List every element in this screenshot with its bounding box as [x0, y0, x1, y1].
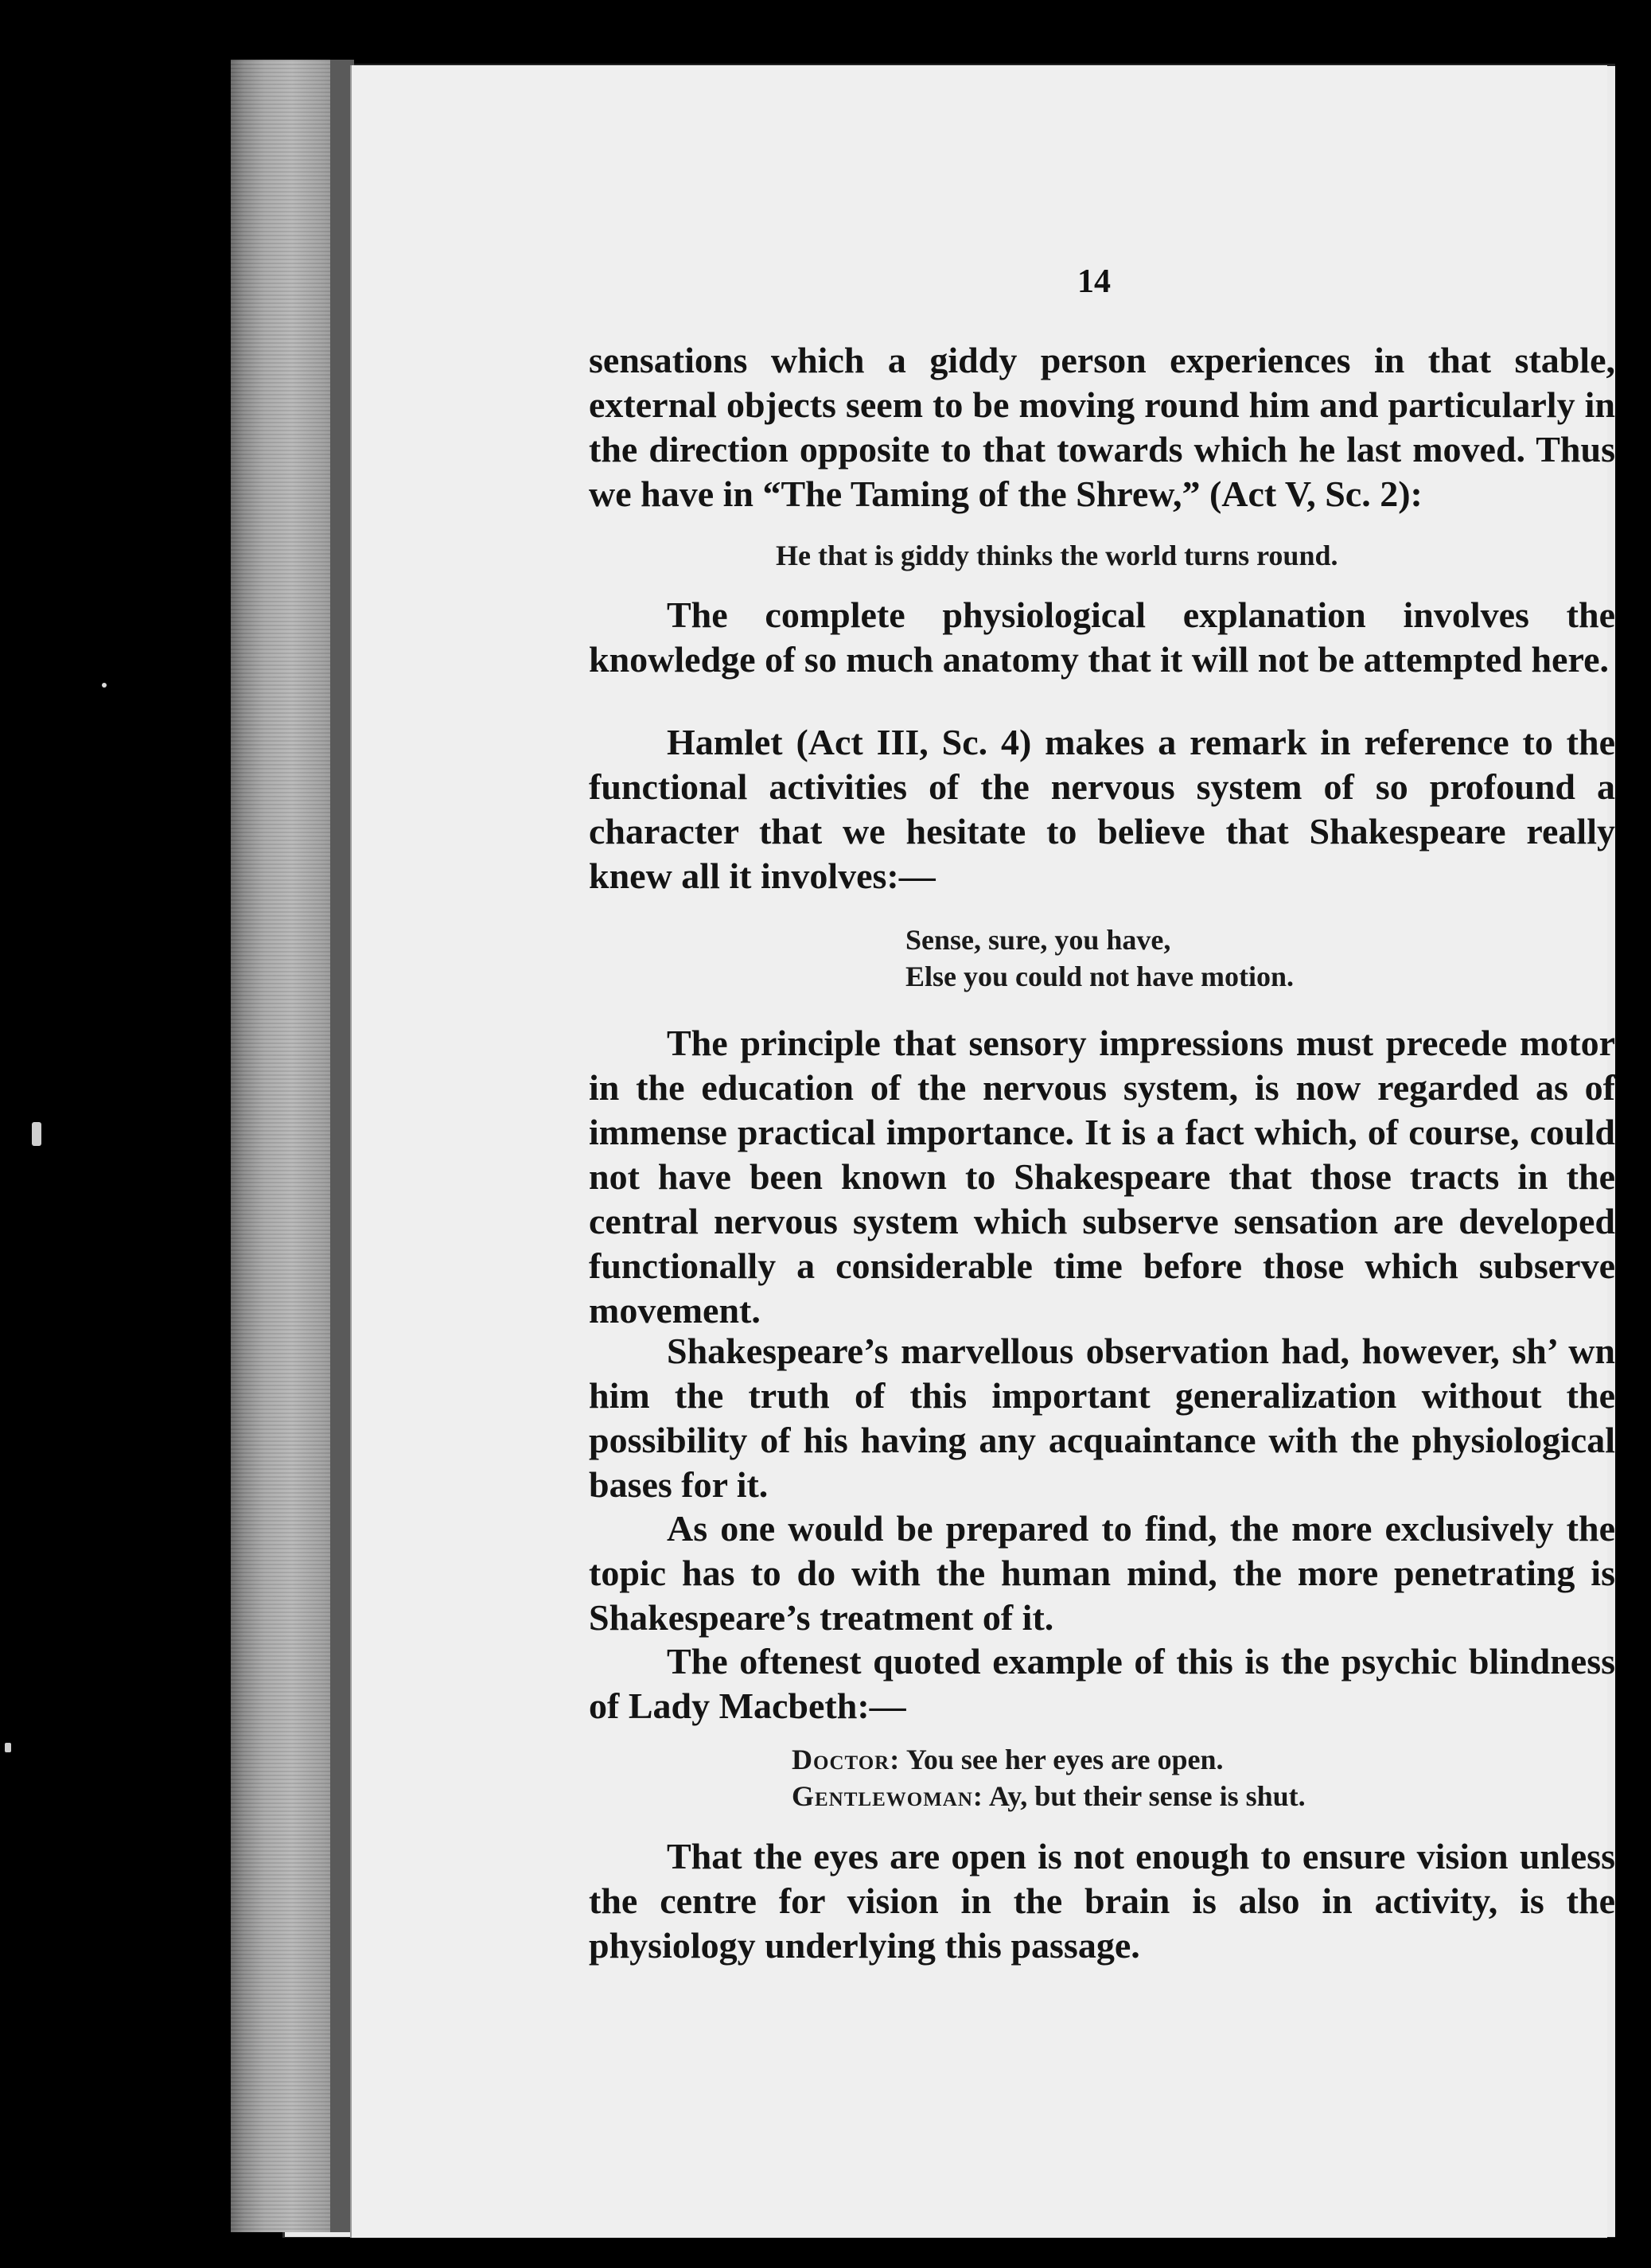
scan-speck [102, 683, 107, 688]
line-doctor: You see her eyes are open. [905, 1744, 1224, 1775]
paragraph-giddiness: sensations which a giddy person experiences in that stable, external objects seem to be moving round him and particularly in the direction opposite to that towards which he last moved. Thus we have in “The Taming of the Shrew,” (Act V, Sc. 2): [589, 340, 1615, 514]
paragraph-sensory-impressions: The principle that sensory impressions must precede motor in the education of the nervous system, is now regarded as of immense practical importance. It is a fact which, of course, could not have been known to Shakespeare that those tracts in the central nervous system which subserve sensation are developed functionally a considerable time before those which subserve movement. [589, 1023, 1615, 1331]
page-number: 14 [1077, 263, 1111, 300]
quote-hamlet-line-1: Sense, sure, you have, [905, 924, 1171, 956]
paragraph-human-mind: As one would be prepared to find, the more exclusively the topic has to do with the human mind, the more penetrating is Shakespeare’s treatment of it. [589, 1508, 1615, 1638]
scan-bottom-edge [0, 2238, 1651, 2268]
quote-macbeth-gentlewoman [792, 1778, 1306, 1814]
scan-speck [5, 1743, 11, 1752]
paragraph-marvellous-observation: Shakespeare’s marvellous observation had, however, sh’ wn him the truth of this important generalization without the possibility of his having any acquaintance with the physiological bases for it. [589, 1331, 1615, 1505]
quote-macbeth-doctor [792, 1741, 1224, 1778]
speaker-doctor: Doctor: [792, 1744, 901, 1775]
paragraph-hamlet: Hamlet (Act III, Sc. 4) makes a remark in reference to the functional activities of the nervous system of so profound a character that we hesitate to believe that Shakespeare really knew all it involves:— [589, 722, 1615, 896]
line-gentlewoman: Ay, but their sense is shut. [988, 1780, 1306, 1812]
scan-speck [32, 1122, 41, 1146]
paragraph-eyes-open: That the eyes are open is not enough to ensure vision unless the centre for vision in the brain is also in activity, is the physiology underlying this passage. [589, 1836, 1615, 1966]
quote-hamlet-line-2: Else you could not have motion. [905, 961, 1295, 992]
paragraph-physiological-explanation: The complete physiological explanation involves the knowledge of so much anatomy that it will not be attempted here. [589, 594, 1615, 680]
paragraph-lady-macbeth: The oftenest quoted example of this is the psychic blindness of Lady Macbeth:— [589, 1641, 1615, 1726]
book-binding-edge [231, 60, 342, 2232]
quote-taming-of-the-shrew: He that is giddy thinks the world turns round. [776, 540, 1338, 571]
speaker-gentlewoman: Gentlewoman: [792, 1780, 983, 1812]
